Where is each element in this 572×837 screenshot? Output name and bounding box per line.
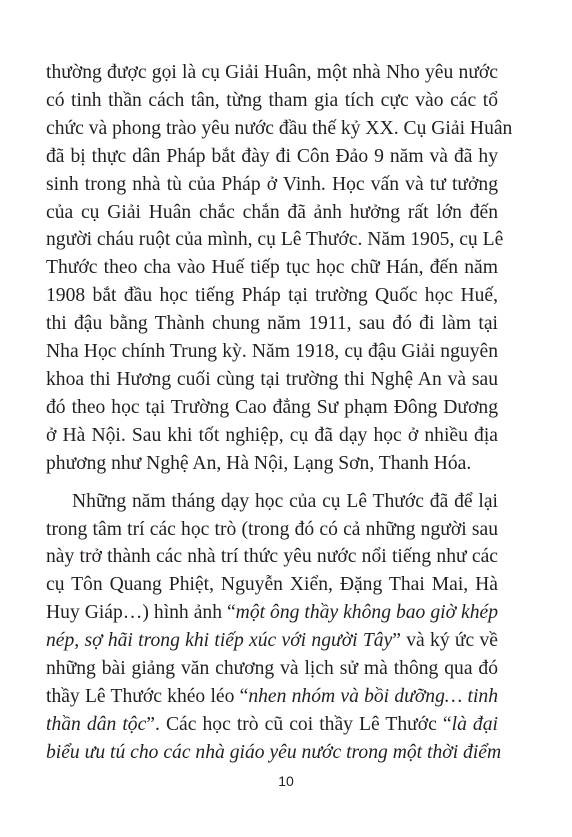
text-line: này trở thành các nhà trí thức yêu nước nổi tiếng như các [46,546,498,568]
text-line: cụ Tôn Quang Phiệt, Nguyễn Xiển, Đặng Thai Mai, Hà [46,574,498,596]
page-number: 10 [278,773,294,789]
text-line: thường được gọi là cụ Giải Huân, một nhà Nho yêu nước [46,62,498,83]
text-line: thần dân tộc”. Các học trò cũ coi thầy Lê Thước “là đại [46,713,498,735]
quote-text: một ông thầy không bao giờ khép [235,602,498,624]
paragraph [46,59,513,478]
text-line: chức và phong trào yêu nước đầu thế kỷ XX. Cụ Giải Huân [46,117,513,139]
text-line: Nha Học chính Trung kỳ. Năm 1918, cụ đậu Giải nguyên [46,341,498,363]
quote-text: biểu ưu tú cho các nhà giáo yêu nước trong một thời điểm [46,741,502,763]
text-line: Thước theo cha vào Huế tiếp tục học chữ Hán, đến năm [46,257,498,279]
paragraph-spacer [46,478,498,488]
text-line: sinh trong nhà tù của Pháp ở Vinh. Học vấn và tư tưởng [46,173,498,195]
text-line: thầy Lê Thước khéo léo “nhen nhóm và bồi dưỡng… tinh [46,685,499,707]
text-line: người cháu ruột của mình, cụ Lê Thước. Năm 1905, cụ Lê [46,229,504,251]
body-text [46,59,513,767]
text-line: 1908 bắt đầu học tiếng Pháp tại trường Quốc học Huế, [46,285,498,307]
text-line: đó theo học tại Trường Cao đẳng Sư phạm Đông Dương [46,396,498,418]
text-line: phương như Nghệ An, Hà Nội, Lạng Sơn, Thanh Hóa. [46,452,472,474]
quote-text: nhen nhóm và bồi dưỡng… tinh [248,685,499,707]
text-line: nép, sợ hãi trong khi tiếp xúc với người Tây” và ký ức về [46,630,499,652]
text-line: Huy Giáp…) hình ảnh “một ông thầy không bao giờ khép [46,602,498,624]
quote-text: nép, sợ hãi trong khi tiếp xúc với người Tây [46,630,393,652]
text-line: có tinh thần cách tân, từng tham gia tích cực vào các tổ [46,89,498,111]
paragraph [46,488,502,767]
quote-text: là đại [451,713,498,735]
text-line: ở Hà Nội. Sau khi tốt nghiệp, cụ đã dạy học ở nhiều địa [46,424,498,446]
text-line: khoa thi Hương cuối cùng tại trường thi Nghệ An và sau [46,368,498,390]
text-line: trong tâm trí các học trò (trong đó có cả những người sau [46,518,498,540]
text-line [46,739,502,767]
text-line: thi đậu bằng Thành chung năm 1911, sau đó đi làm tại [46,313,498,335]
text-line: của cụ Giải Huân chắc chắn đã ảnh hưởng rất lớn đến [46,201,498,223]
quote-text: thần dân tộc [46,713,147,735]
text-line: Những năm tháng dạy học của cụ Lê Thước đã để lại [72,490,498,512]
text-line: những bài giảng văn chương và lịch sử mà thông qua đó [46,658,498,680]
text-line: đã bị thực dân Pháp bắt đày đi Côn Đảo 9 năm và đã hy [46,145,498,167]
